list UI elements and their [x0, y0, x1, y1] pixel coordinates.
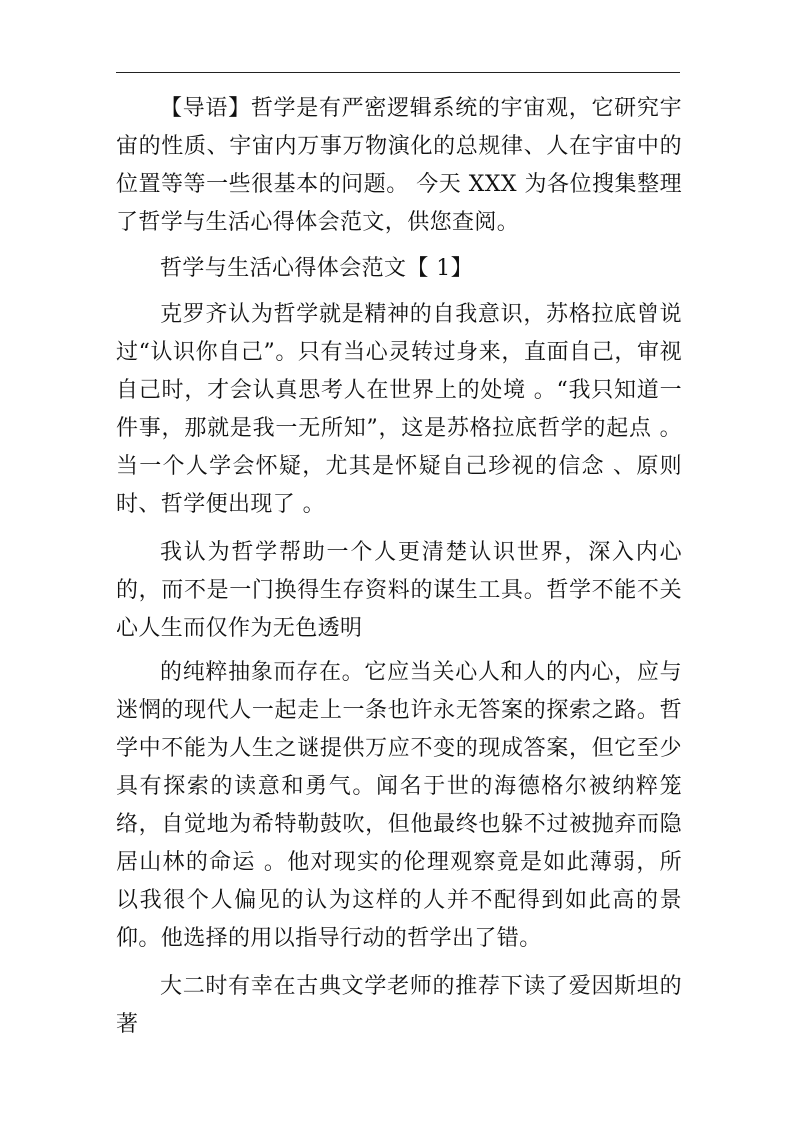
body-paragraph: 大二时有幸在古典文学老师的推荐下读了爱因斯坦的著 — [116, 974, 682, 1037]
body-paragraph: 的纯粹抽象而存在。它应当关心人和人的内心，应与迷惘的现代人一起走上一条也许永无答案的探索之路。哲学中不能为人生之谜提供万应不变的现成答案，但它至少具有探索的读意和勇气。闻名于世的海德格尔被纳粹笼络，自觉地为希特勒鼓吹，但他最终也躲不过被抛弃而隐居山林的命运 。他对现实的伦理观察竟是如此薄弱，所以我很个人偏见的认为这样的人并不配得到如此高的景仰。他选择的用以指导行动的哲学出了错。 — [116, 660, 682, 951]
body-paragraph: 我认为哲学帮助一个人更清楚认识世界，深入内心的，而不是一门换得生存资料的谋生工具。哲学不能不关心人生而仅作为无色透明 — [116, 540, 682, 641]
intro-paragraph: 【导语】哲学是有严密逻辑系统的宇宙观，它研究宇宙的性质、宇宙内万事万物演化的总规律、人在宇宙中的位置等等一些很基本的问题。 今天 XXX 为各位搜集整理了哲学与生活心得体会范文，供您查阅。 — [116, 96, 682, 235]
header-rule — [116, 72, 680, 73]
section-heading: 哲学与生活心得体会范文【 1】 — [160, 256, 473, 281]
document-body — [116, 90, 682, 1044]
body-paragraph: 克罗齐认为哲学就是精神的自我意识，苏格拉底曾说过“认识你自己”。只有当心灵转过身来，直面自己，审视自己时，才会认真思考人在世界上的处境 。“我只知道一件事，那就是我一无所知”，这是苏格拉底哲学的起点 。当一个人学会怀疑，尤其是怀疑自己珍视的信念 、原则时、哲学便出现了 。 — [116, 302, 682, 517]
